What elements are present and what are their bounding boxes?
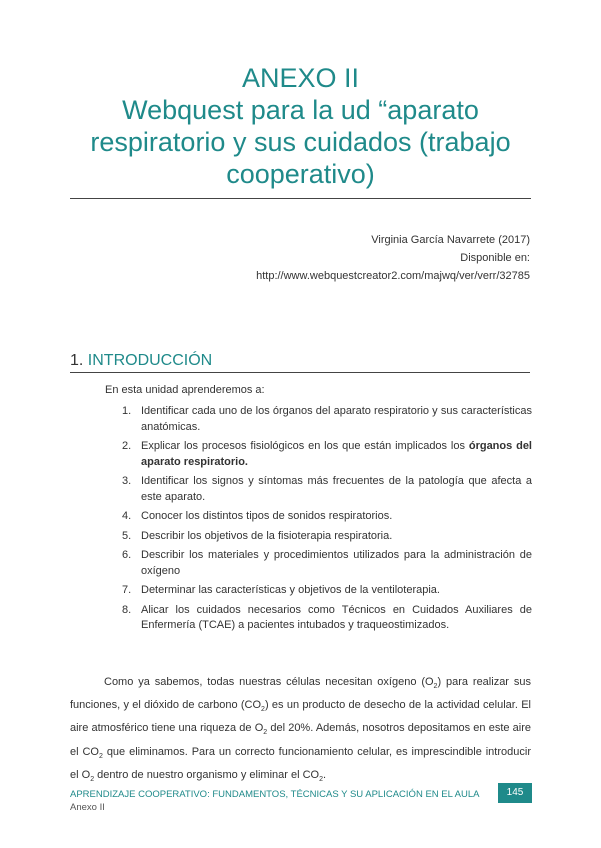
page-footer <box>70 788 479 814</box>
list-item: 1. Identificar cada uno de los órganos del aparato respiratorio y sus características anatómicas. <box>122 405 532 433</box>
title-divider <box>70 198 531 199</box>
author-credit: Virginia García Navarrete (2017) <box>371 234 530 246</box>
credits-block <box>256 231 530 285</box>
body-paragraph: Como ya sabemos, todas nuestras células necesitan oxígeno $(O_2)$ para realizar sus funciones, y el dióxido de carbono $(CO_2)$ es un producto de desecho de la actividad celular. El aire atmosférico tiene una riqueza de $O_2$ del 20%. Además, nosotros depositamos en este aire el $CO_2$ que eliminamos. Para un correcto funcionamiento celular, es imprescindible introducir el $O_2$ dentro de nuestro organismo y eliminar el $CO_2$. <box>70 676 532 783</box>
intro-lead: En esta unidad aprenderemos a: <box>105 384 265 396</box>
title-line-1: Webquest para la ud “aparato <box>122 95 479 125</box>
book-title: APRENDIZAJE COOPERATIVO: FUNDAMENTOS, TÉCNICAS Y SU APLICACIÓN EN EL AULA <box>70 789 480 800</box>
footer-annex: Anexo II <box>70 802 105 813</box>
section-title: INTRODUCCIÓN <box>87 352 213 369</box>
list-item: 3. Identificar los signos y síntomas más frecuentes de la patología que afecta a este aparato. <box>122 475 532 503</box>
annex-label: ANEXO II <box>241 63 360 93</box>
list-item: 5. Describir los objetivos de la fisioterapia respiratoria. <box>122 529 393 542</box>
section-number: 1. <box>70 352 84 369</box>
list-item: 8. Alicar los cuidados necesarios como Técnicos en Cuidados Auxiliares de Enfermería (TCAE) a pacientes intubados y traqueostimizados. <box>122 603 532 631</box>
available-label: Disponible en: <box>460 252 530 264</box>
objectives-list <box>118 404 532 638</box>
page-number: 145 <box>498 783 532 803</box>
title-line-2: respiratorio y sus cuidados (trabajo <box>90 127 511 157</box>
list-item: 7. Determinar las características y objetivos de la ventiloterapia. <box>122 584 440 596</box>
title-line-3: cooperativo) <box>226 159 375 189</box>
list-item: 2. Explicar los procesos fisiológicos en los que están implicados los órganos del aparato respiratorio. <box>122 440 532 468</box>
list-item: 4. Conocer los distintos tipos de sonidos respiratorios. <box>122 510 393 522</box>
section-heading <box>70 352 530 373</box>
source-url[interactable]: http://www.webquestcreator2.com/majwq/ver/verr/32785 <box>256 270 530 282</box>
list-item: 6. Describir los materiales y procedimientos utilizados para la administración de oxígeno <box>122 549 532 577</box>
page-title <box>60 62 541 190</box>
